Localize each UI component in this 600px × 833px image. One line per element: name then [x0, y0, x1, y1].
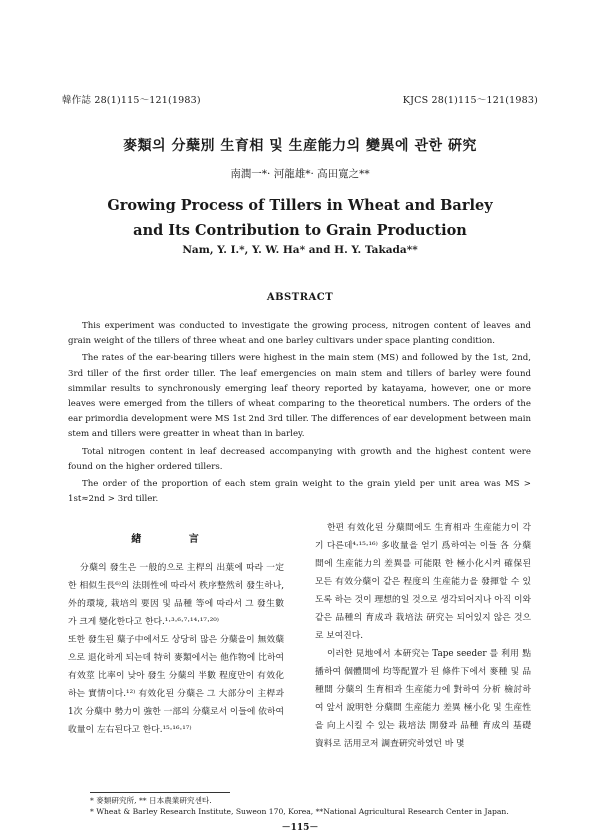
- body-column-left: [68, 517, 284, 739]
- abstract-paragraph: The order of the proportion of each stem grain weight to the grain yield per unit area was MS > 1st≈2nd > 3rd tiller.: [68, 479, 531, 505]
- footnotes: [90, 796, 530, 817]
- english-title-line-2: and Its Contribution to Grain Production: [133, 222, 467, 239]
- abstract-heading: ABSTRACT: [266, 292, 334, 303]
- korean-title: 麥類의 分蘖別 生育相 및 生産能力의 變異에 관한 硏究: [123, 138, 477, 154]
- abstract-paragraph: This experiment was conducted to investigate the growing process, nitrogen content of leaves and grain weight of the tillers of three wheat and one barley cultivars under space planting condition.: [68, 321, 531, 347]
- english-title-line-1: Growing Process of Tillers in Wheat and Barley: [107, 197, 493, 214]
- footnote-korean: * 麥類硏究所, ** 日本農業硏究센타.: [90, 796, 212, 805]
- korean-authors: 南潤一*· 河龍雄*· 高田寛之**: [230, 168, 370, 180]
- abstract-body: [68, 319, 531, 509]
- abstract-paragraph: Total nitrogen content in leaf decreased accompanying with growth and the highest content were found on the higher ordered tillers.: [68, 446, 531, 472]
- body-paragraph: 이러한 見地에서 本硏究는 Tape seeder 를 利用 點播하여 個體間에 均等配置가 된 條件下에서 麥種 및 品種間 分蘖의 生育相과 生産能力에 對하여 分析 檢討하여 앞서 說明한 分蘖間 生産能力 差異 極小化 및 生産性을 向上시킬 수 있는 栽培法 開發과 品種 育成의 基礎 資料로 活用코저 調査硏究하였던 바 몇: [315, 649, 531, 749]
- running-header-right: KJCS 28(1)115～121(1983): [402, 95, 538, 106]
- body-paragraph: 한편 有效化된 分蘖間에도 生育相과 生産能力이 각기 다른데⁴·¹⁵·¹⁶⁾ 多收量을 얻기 爲하여는 이들 各 分蘖間에 生産能力의 差異를 可能限 한 極小化시켜 確保된 모든 有效分蘖이 같은 程度의 生産能力을 發揮할 수 있도록 하는 것이 理想的일 것으로 생각되어지나 아직 이와 같은 品種의 育成과 栽培法 硏究는 되어있지 않은 것으로 보여진다.: [315, 523, 531, 641]
- body-column-right: [315, 519, 531, 753]
- body-paragraph: 또한 發生된 蘖子中에서도 상당히 많은 分蘖을이 無效蘖으로 退化하게 되는데 特히 麥類에서는 他作物에 比하여 有效莖 比率이 낮아 發生 分蘖의 半數 程度만이 有效化하는 實情이다.¹²⁾ 有效化된 分蘖은 그 大部分이 主桿과 1次 分蘖中 勢力이 強한 一部의 分蘖로서 이들에 依하여 收量이 左右된다고 한다.¹⁵·¹⁶·¹⁷⁾: [68, 635, 284, 735]
- body-paragraph: 分蘖의 發生은 一般的으로 主桿의 出葉에 따라 一定한 相似生長⁶⁾의 法則性에 따라서 秩序整然히 發生하나, 外的環境, 栽培의 要因 및 品種 等에 따라서 그 發生數가 크게 變化한다고 한다.¹·³·⁶·⁷·¹⁴·¹⁷·²⁰⁾: [68, 563, 284, 627]
- page-number: －115－: [281, 823, 319, 833]
- abstract-paragraph: The rates of the ear-bearing tillers were highest in the main stem (MS) and followed by the 1st, 2nd, 3rd tiller of the first order tiller. The leaf emergencies on main stem and tillers of barley were found simmilar results to synchronously emerging leaf theory reported by katayama, however, one or more leaves were emerged from the tillers of wheat comparing to the theoretical numbers. The orders of the ear primordia development were MS 1st 2nd 3rd tiller. The differences of ear development between main stem and tillers were greatter in wheat than in barley.: [68, 353, 531, 440]
- running-header-left: 韓作誌 28(1)115～121(1983): [62, 95, 201, 106]
- footnote-english: * Wheat & Barley Research Institute, Suweon 170, Korea, **National Agricultural Research Center in Japan.: [90, 806, 509, 816]
- english-authors: Nam, Y. I.*, Y. W. Ha* and H. Y. Takada**: [182, 244, 418, 256]
- english-title: [0, 193, 600, 243]
- footnote-rule: [90, 792, 230, 793]
- introduction-heading: 緖 言: [131, 534, 221, 545]
